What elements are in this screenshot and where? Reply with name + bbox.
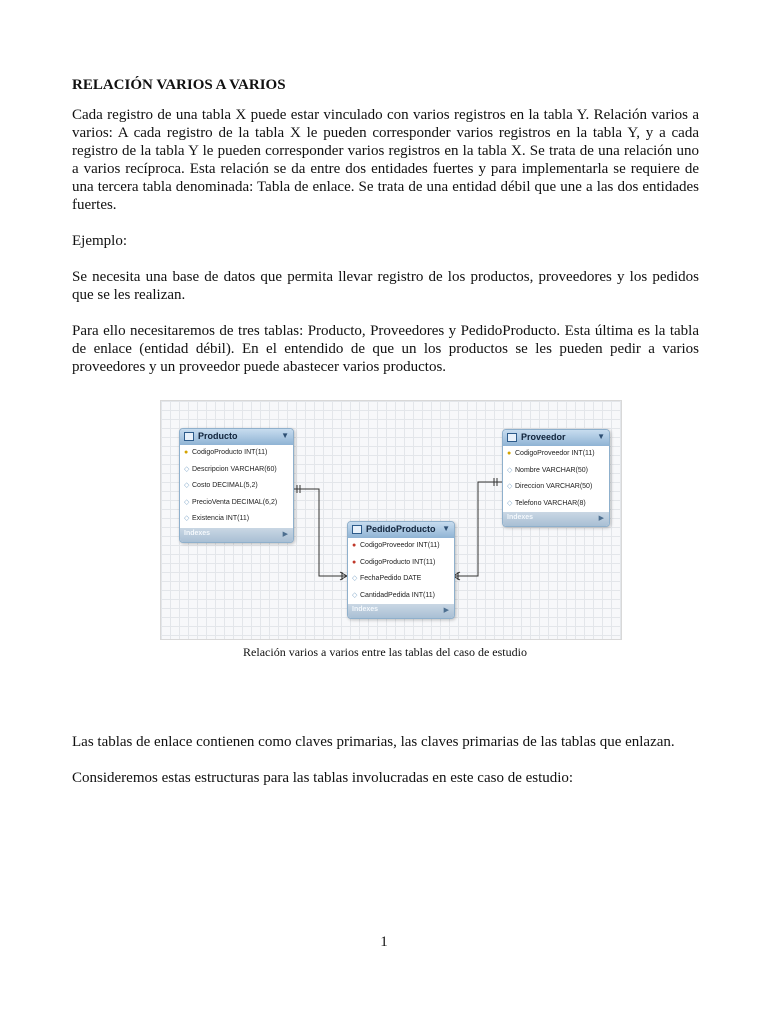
page-number: 1 xyxy=(380,934,388,950)
indexes-footer[interactable] xyxy=(503,512,609,526)
indexes-footer[interactable] xyxy=(180,528,293,542)
collapse-arrow-icon[interactable]: ▼ xyxy=(442,524,450,533)
column-icon: ◇ xyxy=(507,499,513,507)
column-text: Direccion VARCHAR(50) xyxy=(515,483,593,490)
paragraph-definition: Cada registro de una tabla X puede estar vinculado con varios registros en la tabla Y. Relación varios a varios: A cada registro de la tabla X le pueden corresponder varios registros en la tabla Y, y a cada registro de la tabla Y le pueden corresponder varios registros en la tabla X. Se trata de una relación uno a varios recíproca. Esta relación se da entre dos entidades fuertes y para implementarla se requiere de una tercera tabla denominada: Tabla de enlace. Se trata de una entidad débil que une a las dos entidades fuertes. xyxy=(72,107,699,213)
paragraph-link-tables: Las tablas de enlace contienen como claves primarias, las claves primarias de las tablas que enlazan. xyxy=(72,734,675,750)
er-diagram xyxy=(160,400,622,640)
column-text: PrecioVenta DECIMAL(6,2) xyxy=(192,498,278,506)
column-icon: ◇ xyxy=(184,482,190,489)
column-row xyxy=(503,446,609,463)
primary-key-icon: ● xyxy=(184,449,189,456)
column-icon: ◇ xyxy=(507,483,513,490)
many-mark xyxy=(340,572,347,576)
relation-line-proveedor xyxy=(453,482,502,576)
relation-line-producto xyxy=(292,489,347,576)
table-icon xyxy=(352,525,362,534)
column-text: CodigoProducto INT(11) xyxy=(360,558,436,566)
column-text: CodigoProveedor INT(11) xyxy=(515,450,595,457)
paragraph-requirement: Se necesita una base de datos que permita llevar registro de los productos, proveedores y los pedidos que se les realizan. xyxy=(72,269,699,303)
expand-arrow-icon: ▶ xyxy=(598,515,604,522)
entity-title: PedidoProducto xyxy=(366,524,436,534)
entity-proveedor[interactable] xyxy=(502,429,610,527)
indexes-label: Indexes xyxy=(184,529,211,537)
column-text: CodigoProveedor INT(11) xyxy=(360,542,440,549)
column-row xyxy=(180,445,293,462)
column-text: Nombre VARCHAR(50) xyxy=(515,466,588,474)
many-mark xyxy=(340,576,347,580)
expand-arrow-icon: ▶ xyxy=(443,607,449,614)
column-row xyxy=(348,555,454,572)
collapse-arrow-icon[interactable]: ▼ xyxy=(597,432,605,441)
column-row xyxy=(503,479,609,496)
foreign-key-icon: ● xyxy=(352,558,357,566)
entity-header xyxy=(348,522,454,538)
column-text: Descripcion VARCHAR(60) xyxy=(192,465,277,473)
entity-producto[interactable] xyxy=(179,428,294,543)
foreign-key-icon: ● xyxy=(352,542,357,549)
primary-key-icon: ● xyxy=(507,450,512,457)
expand-arrow-icon: ▶ xyxy=(282,530,288,538)
paragraph-example-label: Ejemplo: xyxy=(72,233,127,249)
column-row xyxy=(348,571,454,588)
column-text: Telefono VARCHAR(8) xyxy=(515,499,586,507)
column-text: FechaPedido DATE xyxy=(360,575,422,582)
entity-title: Proveedor xyxy=(521,432,566,442)
column-text: CantidadPedida INT(11) xyxy=(360,591,435,599)
collapse-arrow-icon[interactable]: ▼ xyxy=(281,431,289,440)
column-row xyxy=(180,511,293,528)
column-row xyxy=(348,538,454,555)
figure-caption: Relación varios a varios entre las tablas del caso de estudio xyxy=(243,645,527,659)
entity-header xyxy=(503,430,609,446)
column-icon: ◇ xyxy=(352,575,358,582)
paragraph-consider: Consideremos estas estructuras para las tablas involucradas en este caso de estudio: xyxy=(72,770,574,786)
section-heading: RELACIÓN VARIOS A VARIOS xyxy=(72,77,286,93)
column-icon: ◇ xyxy=(184,465,190,473)
table-icon xyxy=(184,432,194,441)
column-icon: ◇ xyxy=(507,466,513,474)
indexes-footer[interactable] xyxy=(348,604,454,618)
column-icon: ◇ xyxy=(184,498,190,506)
column-text: Costo DECIMAL(5,2) xyxy=(192,482,258,489)
entity-header xyxy=(180,429,293,445)
column-row xyxy=(348,588,454,605)
indexes-label: Indexes xyxy=(507,514,534,521)
document-body xyxy=(72,72,699,394)
column-row xyxy=(503,496,609,513)
column-text: CodigoProducto INT(11) xyxy=(192,449,268,456)
table-icon xyxy=(507,433,517,442)
indexes-label: Indexes xyxy=(352,606,379,613)
column-row xyxy=(180,462,293,479)
column-row xyxy=(180,495,293,512)
entity-title: Producto xyxy=(198,431,238,441)
column-icon: ◇ xyxy=(184,515,190,522)
column-row xyxy=(503,463,609,480)
paragraph-tables: Para ello necesitaremos de tres tablas: Producto, Proveedores y PedidoProducto. Esta última es la tabla de enlace (entidad débil). En el entendido de que un los productos se les pueden pedir a varios proveedores y un proveedor puede abastecer varios productos. xyxy=(72,323,699,375)
entity-pedidoproducto[interactable] xyxy=(347,521,455,619)
column-text: Existencia INT(11) xyxy=(192,515,250,522)
document-body-continued xyxy=(72,733,699,805)
column-row xyxy=(180,478,293,495)
column-icon: ◇ xyxy=(352,591,358,599)
